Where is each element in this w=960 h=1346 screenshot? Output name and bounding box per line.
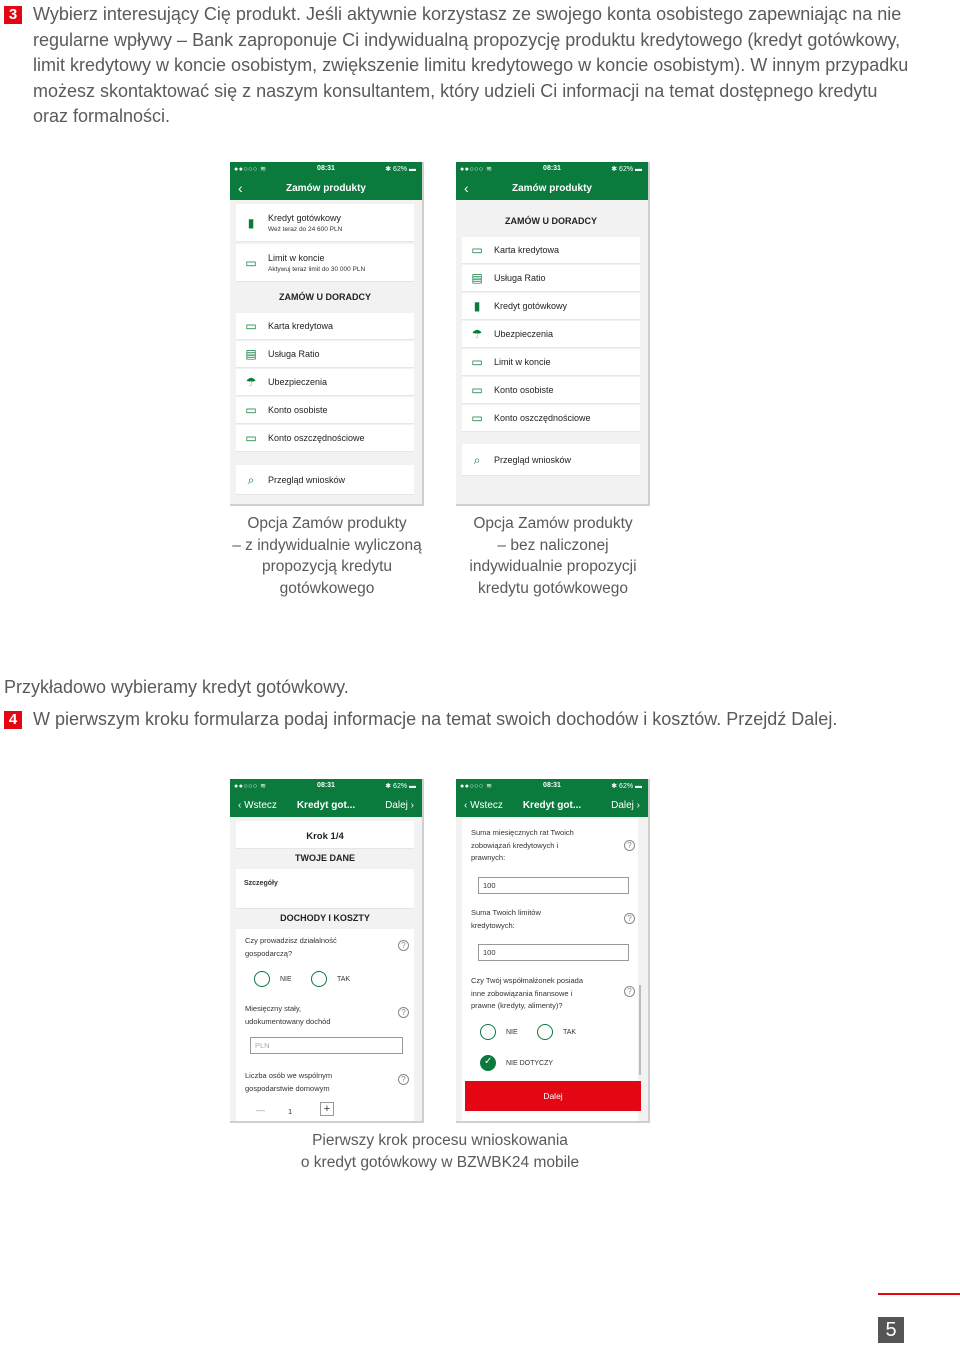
step-4-badge: 4	[4, 711, 22, 729]
page-number: 5	[878, 1317, 904, 1343]
wallet-icon: ▭	[471, 383, 483, 397]
back-button[interactable]: ‹ Wstecz	[464, 800, 503, 811]
menu-item[interactable]: ▭ Konto osobiste	[462, 377, 640, 404]
back-chevron-icon[interactable]: ‹	[464, 180, 469, 196]
next-submit-button[interactable]: Dalej	[465, 1081, 641, 1111]
menu-item[interactable]: ▭ Karta kredytowa	[236, 313, 414, 340]
screen-title: Zamów produkty	[285, 183, 366, 194]
liabilities-form: Suma miesięcznych rat Twoich zobowiązań kredytowych i prawnych: ? 100 Suma Twoich limitów kredytowych: ? 100 Czy Twój współmałżonek posiada inne zobowiązania finansowe i prawne (kredyty, alimenty)? ? NIE TAK ✓ NIE DOTYCZY	[462, 819, 638, 1123]
menu-item[interactable]: ▭ Karta kredytowa	[462, 237, 640, 264]
help-icon[interactable]: ?	[398, 1007, 409, 1018]
umbrella-icon: ☂	[471, 327, 483, 341]
radio-no[interactable]	[480, 1024, 496, 1040]
phone-screen-loan-step-1	[230, 779, 424, 1123]
section-order-advisor: ZAMÓW U DORADCY	[462, 216, 640, 232]
menu-item[interactable]: ▭ Konto oszczędnościowe	[462, 405, 640, 432]
nav-bar	[230, 176, 422, 200]
ratio-icon: ▤	[245, 347, 257, 361]
menu-item[interactable]: ▤ Usługa Ratio	[462, 265, 640, 292]
menu-item[interactable]: ☂ Ubezpieczenia	[462, 321, 640, 348]
menu-item[interactable]: ▮ Kredyt gotówkowy	[462, 293, 640, 320]
menu-item[interactable]: ▭ Konto osobiste	[236, 397, 414, 424]
step-3-badge: 3	[4, 6, 22, 24]
back-button[interactable]: ‹ Wstecz	[238, 800, 277, 811]
back-chevron-icon[interactable]: ‹	[238, 180, 243, 196]
phone-screen-loan-step-1-continued	[456, 779, 650, 1123]
household-count: 1	[288, 1107, 293, 1116]
phone-screen-order-products-without-offer	[456, 162, 650, 506]
details-row[interactable]: Szczegóły	[236, 869, 414, 909]
document-icon: ▮	[247, 215, 255, 230]
menu-item[interactable]: ▭ Konto oszczędnościowe	[236, 425, 414, 452]
income-form: Czy prowadzisz działalność gospodarczą? ? NIE TAK Miesięczny stały, udokumentowany dochód ? PLN Liczba osób we wspólnym gospodarstwie domowym ? — 1 +	[236, 929, 414, 1123]
help-icon[interactable]: ?	[624, 986, 635, 997]
nav-bar	[230, 793, 422, 817]
radio-yes[interactable]	[537, 1024, 553, 1040]
caption-without-offer: Opcja Zamów produkty – bez naliczonej indywidualnie propozycji kredytu gotówkowego	[469, 515, 637, 597]
step-3-text: Wybierz interesujący Cię produkt. Jeśli aktywnie korzystasz ze swojego konta osobistego zapewniając na nie regularne wpływy – Bank zaproponuje Ci indywidualną propozycję produktu kredytowego (kredyt gotówkowy, limit kredytowy w koncie osobistym, zwiększenie limitu kredytowego w koncie osobistym). W innym przypadku możesz skontaktować się z naszym konsultantem, który udzieli Ci informacji na temat dostępnego kredytu oraz formalności.	[33, 4, 909, 127]
radio-not-applicable[interactable]	[480, 1055, 496, 1071]
status-bar: ●●○○○ ≋ 08:31 ✱ 62% ▬	[230, 162, 422, 176]
credit-card-icon: ▭	[245, 319, 257, 333]
next-button[interactable]: Dalej ›	[611, 800, 640, 811]
search-document-icon: ⌕	[247, 472, 255, 487]
phone-screen-order-products-with-offer	[230, 162, 424, 506]
document-icon: ▮	[473, 299, 481, 313]
nav-bar	[456, 793, 648, 817]
help-icon[interactable]: ?	[624, 913, 635, 924]
card-icon: ▭	[245, 255, 257, 270]
menu-item[interactable]: ☂ Ubezpieczenia	[236, 369, 414, 396]
screen-title: Kredyt got...	[522, 800, 582, 811]
menu-item[interactable]: ▤ Usługa Ratio	[236, 341, 414, 368]
credit-card-icon: ▭	[471, 243, 483, 257]
product-account-limit[interactable]: ▭ Limit w koncie Aktywuj teraz limit do 30 000 PLN	[236, 244, 414, 282]
scrollbar[interactable]	[639, 985, 641, 1075]
next-button[interactable]: Dalej ›	[385, 800, 414, 811]
example-text: Przykładowo wybieramy kredyt gotówkowy.	[4, 677, 349, 697]
minus-button[interactable]: —	[256, 1105, 265, 1115]
savings-icon: ▭	[245, 431, 257, 445]
caption-first-step: Pierwszy krok procesu wnioskowania o kredyt gotówkowy w BZWBK24 mobile	[300, 1132, 580, 1171]
screen-title: Zamów produkty	[511, 183, 592, 194]
product-cash-loan[interactable]: ▮ Kredyt gotówkowy Weź teraz do 24 600 PLN	[236, 204, 414, 242]
status-bar: ●●○○○ ≋ 08:31 ✱ 62% ▬	[456, 779, 648, 793]
status-bar: ●●○○○ ≋ 08:31 ✱ 62% ▬	[456, 162, 648, 176]
nav-bar	[456, 176, 648, 200]
page-divider	[878, 1293, 960, 1295]
search-document-icon: ⌕	[473, 452, 481, 467]
umbrella-icon: ☂	[245, 375, 257, 389]
monthly-installments-input[interactable]: 100	[478, 877, 629, 894]
radio-no[interactable]	[254, 971, 270, 987]
screen-title: Kredyt got...	[296, 800, 356, 811]
menu-item[interactable]: ▭ Limit w koncie	[462, 349, 640, 376]
plus-button[interactable]: +	[320, 1102, 334, 1116]
ratio-icon: ▤	[471, 271, 483, 285]
section-order-advisor: ZAMÓW U DORADCY	[236, 292, 414, 308]
section-your-data: TWOJE DANE	[236, 853, 414, 867]
help-icon[interactable]: ?	[398, 1074, 409, 1085]
help-icon[interactable]: ?	[398, 940, 409, 951]
card-icon: ▭	[471, 355, 483, 369]
income-input[interactable]: PLN	[250, 1037, 403, 1054]
menu-item-review[interactable]: ⌕ Przegląd wniosków	[462, 444, 640, 476]
credit-limits-input[interactable]: 100	[478, 944, 629, 961]
step-4-text: W pierwszym kroku formularza podaj informacje na temat swoich dochodów i kosztów. Przejdź Dalej.	[33, 709, 838, 729]
wallet-icon: ▭	[245, 403, 257, 417]
menu-item-review[interactable]: ⌕ Przegląd wniosków	[236, 465, 414, 495]
caption-with-offer: Opcja Zamów produkty – z indywidualnie wyliczoną propozycją kredytu gotówkowego	[232, 515, 422, 597]
help-icon[interactable]: ?	[624, 840, 635, 851]
step-indicator: Krok 1/4	[236, 821, 414, 849]
status-bar: ●●○○○ ≋ 08:31 ✱ 62% ▬	[230, 779, 422, 793]
section-income-costs: DOCHODY I KOSZTY	[236, 913, 414, 927]
savings-icon: ▭	[471, 411, 483, 425]
radio-yes[interactable]	[311, 971, 327, 987]
